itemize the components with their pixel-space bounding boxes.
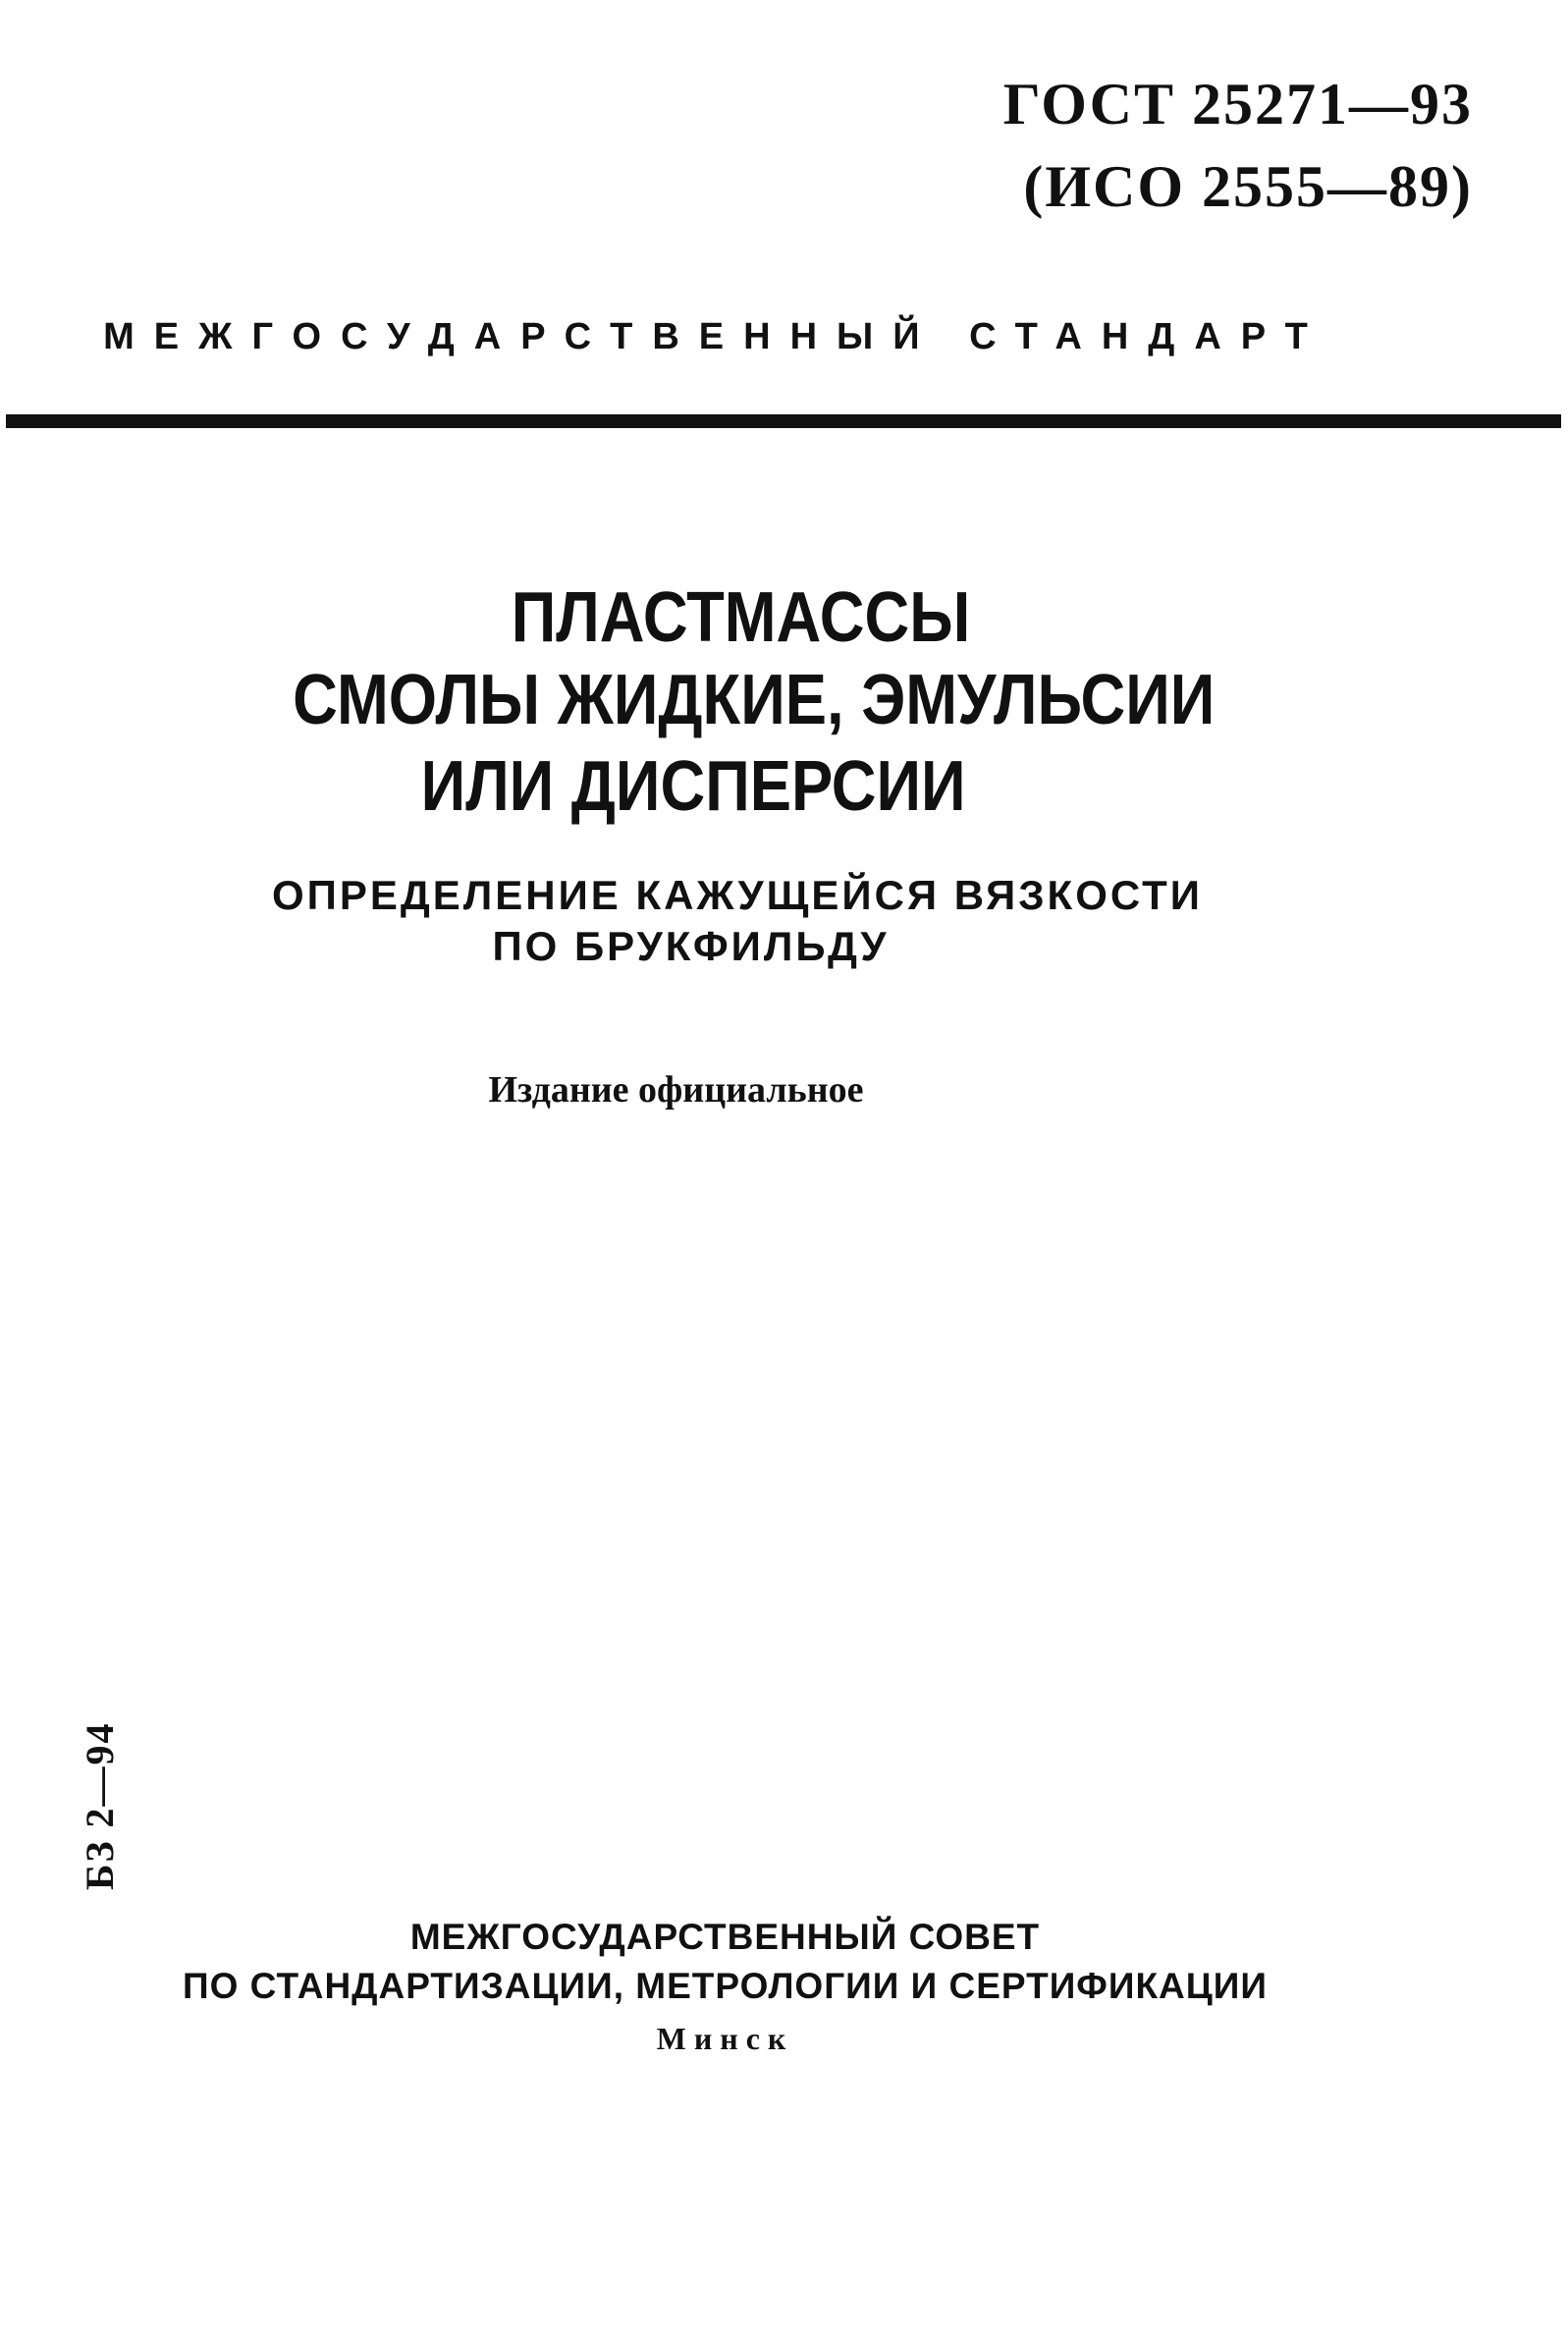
gost-number: ГОСТ 25271—93 <box>1002 72 1473 136</box>
edition-note: Издание официальное <box>488 1069 864 1111</box>
subtitle-line-2: ПО БРУКФИЛЬДУ <box>492 923 890 969</box>
standard-type-heading: МЕЖГОСУДАРСТВЕННЫЙ СТАНДАРТ <box>103 316 1327 357</box>
title-line-3: ИЛИ ДИСПЕРСИИ <box>420 747 966 826</box>
title-line-2: СМОЛЫ ЖИДКИЕ, ЭМУЛЬСИИ <box>293 661 1216 739</box>
publisher-line-1: МЕЖГОСУДАРСТВЕННЫЙ СОВЕТ <box>409 1917 1041 1957</box>
subtitle-line-1: ОПРЕДЕЛЕНИЕ КАЖУЩЕЙСЯ ВЯЗКОСТИ <box>271 872 1203 918</box>
iso-number: (ИСО 2555—89) <box>1023 154 1473 219</box>
publisher-line-2: ПО СТАНДАРТИЗАЦИИ, МЕТРОЛОГИИ И СЕРТИФИКАЦИИ <box>183 1966 1268 2006</box>
title-line-1: ПЛАСТМАССЫ <box>511 578 971 657</box>
side-code: БЗ 2—94 <box>78 1721 122 1890</box>
header-rule <box>6 414 1561 428</box>
publisher-city: Минск <box>656 2021 794 2056</box>
